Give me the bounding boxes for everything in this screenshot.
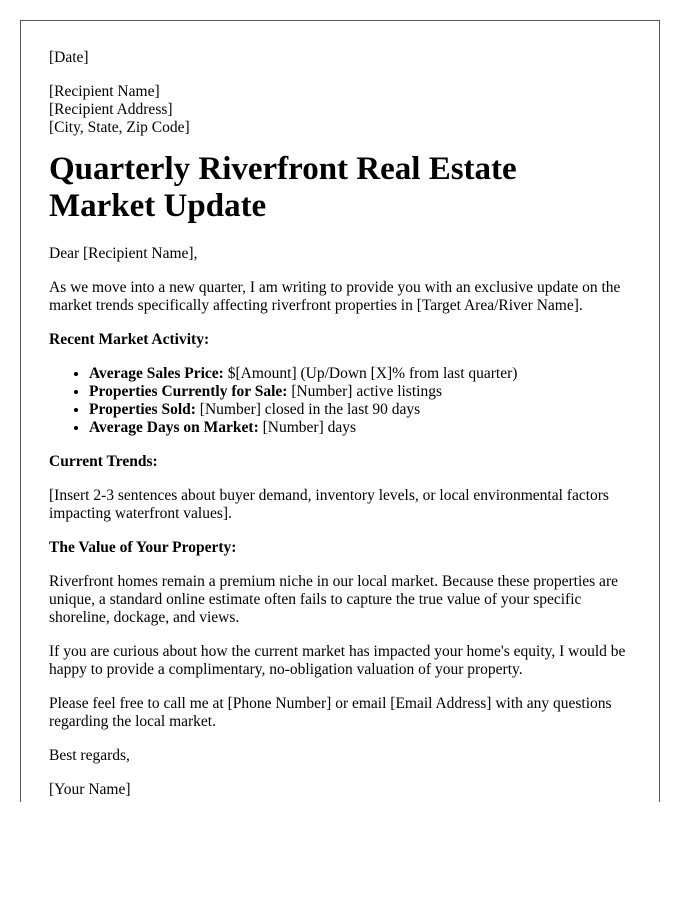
stat-value: [Number] closed in the last 90 days: [195, 401, 421, 418]
list-item: [89, 419, 631, 437]
signature-name: [Your Name]: [49, 781, 131, 798]
market-activity-heading: Recent Market Activity:: [49, 331, 210, 348]
stat-label: Average Days on Market:: [89, 419, 259, 436]
contact-paragraph: Please feel free to call me at [Phone Number] or email [Email Address] with any questions regarding the local market.: [49, 695, 612, 730]
stat-label: Average Sales Price:: [89, 365, 224, 382]
property-value-paragraph: Riverfront homes remain a premium niche in our local market. Because these properties are unique, a standard online estimate often fails to capture the true value of your specific shoreline, dockage, and views.: [49, 573, 618, 626]
stat-value: [Number] days: [258, 419, 357, 436]
intro-paragraph: As we move into a new quarter, I am writing to provide you with an exclusive update on the market trends specifically affecting riverfront properties in [Target Area/River Name].: [49, 279, 621, 314]
list-item: [89, 383, 631, 401]
recipient-address: [Recipient Address]: [49, 101, 173, 118]
recipient-address-block: [49, 83, 631, 137]
recipient-name: [Recipient Name]: [49, 83, 160, 100]
letter-date: [Date]: [49, 49, 89, 66]
list-item: [89, 401, 631, 419]
current-trends-paragraph: [Insert 2-3 sentences about buyer demand, inventory levels, or local environmental factors impacting waterfront values].: [49, 487, 609, 522]
letter-content: [21, 21, 659, 799]
recipient-city-state-zip: [City, State, Zip Code]: [49, 119, 190, 136]
closing: Best regards,: [49, 747, 130, 764]
valuation-offer-paragraph: If you are curious about how the current market has impacted your home's equity, I would be happy to provide a complimentary, no-obligation valuation of your property.: [49, 643, 626, 678]
current-trends-heading: Current Trends:: [49, 453, 158, 470]
letter-page: [20, 20, 660, 802]
list-item: [89, 365, 631, 383]
stat-label: Properties Currently for Sale:: [89, 383, 288, 400]
stat-value: $[Amount] (Up/Down [X]% from last quarter): [223, 365, 518, 382]
stat-value: [Number] active listings: [287, 383, 442, 400]
letter-title: Quarterly Riverfront Real Estate Market Update: [49, 151, 517, 224]
property-value-heading: The Value of Your Property:: [49, 539, 237, 556]
salutation: Dear [Recipient Name],: [49, 245, 198, 262]
stat-label: Properties Sold:: [89, 401, 196, 418]
market-activity-list: [49, 365, 631, 437]
